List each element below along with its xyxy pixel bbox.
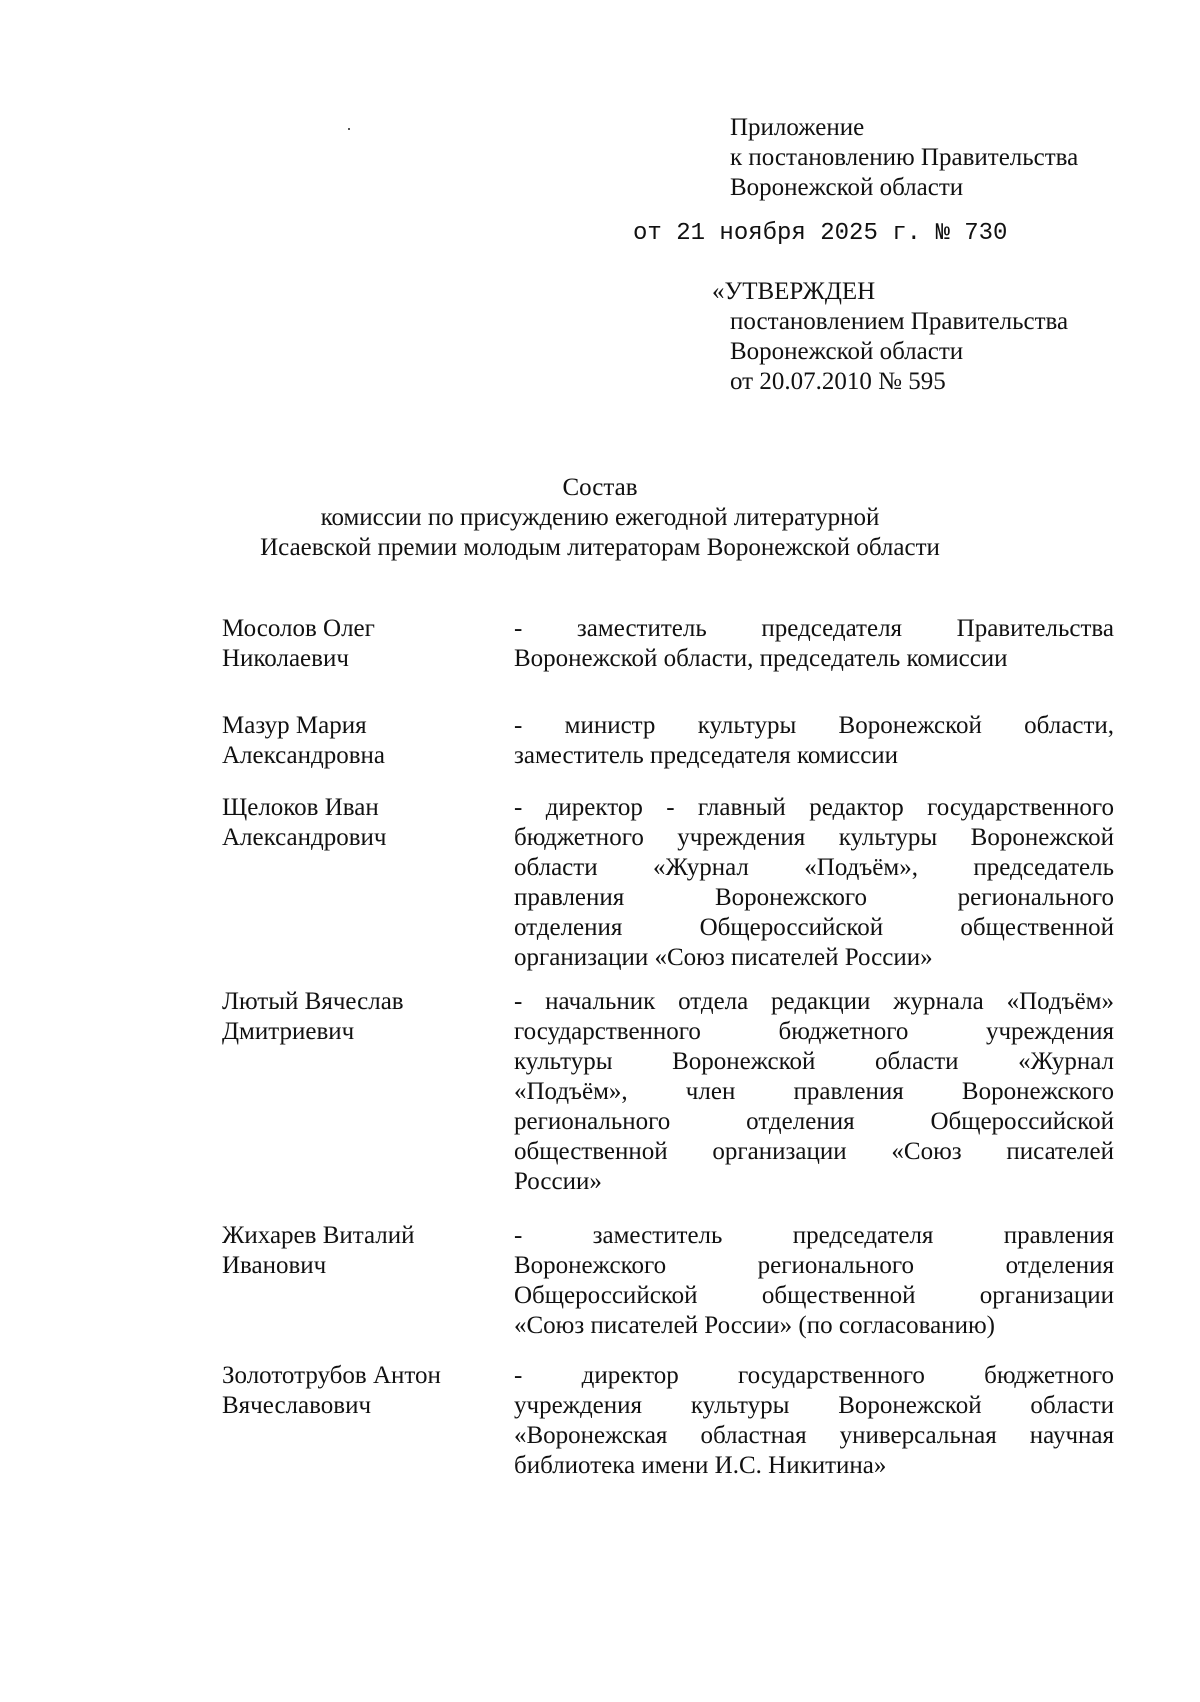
appendix-line: к постановлению Правительства <box>730 144 1079 171</box>
member-name-line: Лютый Вячеслав <box>222 988 404 1015</box>
member-role-line: государственного бюджетного учреждения <box>514 1018 1114 1045</box>
member-name-line: Александрович <box>222 824 387 851</box>
scan-speck <box>348 128 350 130</box>
member-name <box>222 793 514 853</box>
member-role-line: культуры Воронежской области «Журнал <box>514 1048 1114 1075</box>
member-row <box>222 711 1122 771</box>
member-row <box>222 1361 1122 1481</box>
member-role-line: Воронежского регионального отделения <box>514 1252 1114 1279</box>
appendix-header <box>730 113 1170 203</box>
member-name-line: Дмитриевич <box>222 1018 355 1045</box>
approved-line: Воронежской области <box>730 338 964 365</box>
approved-line: от 20.07.2010 № 595 <box>730 368 946 395</box>
member-name-line: Жихарев Виталий <box>222 1222 415 1249</box>
member-role-line: России» <box>514 1168 602 1195</box>
member-name-line: Вячеславович <box>222 1392 372 1419</box>
member-role-line: - директор - главный редактор государственного <box>514 794 1114 821</box>
member-role <box>514 1361 1114 1481</box>
decree-date-number: от 21 ноября 2025 г. № 730 <box>633 220 1008 247</box>
member-role <box>514 1221 1114 1341</box>
document-title <box>200 473 1000 563</box>
member-role-line: Общероссийской общественной организации <box>514 1282 1114 1309</box>
member-role <box>514 614 1114 674</box>
member-role-line: общественной организации «Союз писателей <box>514 1138 1114 1165</box>
member-name <box>222 1361 514 1421</box>
member-role-line: - заместитель председателя Правительства <box>514 615 1114 642</box>
member-role-line: учреждения культуры Воронежской области <box>514 1392 1114 1419</box>
member-role-line: отделения Общероссийской общественной <box>514 914 1114 941</box>
member-name <box>222 1221 514 1281</box>
member-row <box>222 987 1122 1197</box>
member-name-line: Щелоков Иван <box>222 794 379 821</box>
approved-line: постановлением Правительства <box>730 308 1069 335</box>
member-name <box>222 614 514 674</box>
member-name <box>222 711 514 771</box>
title-line: комиссии по присуждению ежегодной литературной <box>320 504 880 531</box>
member-name-line: Николаевич <box>222 645 349 672</box>
member-name-line: Золототрубов Антон <box>222 1362 441 1389</box>
member-role-line: библиотека имени И.С. Никитина» <box>514 1452 887 1479</box>
member-role-line: бюджетного учреждения культуры Воронежской <box>514 824 1114 851</box>
member-name <box>222 987 514 1047</box>
member-role-line: - начальник отдела редакции журнала «Подъём» <box>514 988 1114 1015</box>
member-name-line: Иванович <box>222 1252 327 1279</box>
member-role-line: Воронежской области, председатель комиссии <box>514 645 1008 672</box>
member-row <box>222 614 1122 674</box>
member-role-line: «Воронежская областная универсальная научная <box>514 1422 1114 1449</box>
member-row <box>222 1221 1122 1341</box>
member-role <box>514 987 1114 1197</box>
title-line: Исаевской премии молодым литераторам Воронежской области <box>260 534 940 561</box>
member-name-line: Александровна <box>222 742 386 769</box>
member-role-line: области «Журнал «Подъём», председатель <box>514 854 1114 881</box>
appendix-line: Воронежской области <box>730 174 964 201</box>
member-role-line: - директор государственного бюджетного <box>514 1362 1114 1389</box>
member-role-line: «Союз писателей России» (по согласованию) <box>514 1312 995 1339</box>
member-role <box>514 711 1114 771</box>
commission-members <box>222 614 1122 1481</box>
approved-line: «УТВЕРЖДЕН <box>712 278 876 305</box>
member-name-line: Мазур Мария <box>222 712 367 739</box>
member-name-line: Мосолов Олег <box>222 615 375 642</box>
member-row <box>222 793 1122 973</box>
appendix-line: Приложение <box>730 114 865 141</box>
member-role-line: «Подъём», член правления Воронежского <box>514 1078 1114 1105</box>
member-role-line: - заместитель председателя правления <box>514 1222 1114 1249</box>
member-role-line: - министр культуры Воронежской области, <box>514 712 1114 739</box>
title-line: Состав <box>562 474 638 501</box>
approved-stamp <box>712 277 1162 397</box>
member-role-line: регионального отделения Общероссийской <box>514 1108 1114 1135</box>
member-role <box>514 793 1114 973</box>
member-role-line: правления Воронежского регионального <box>514 884 1114 911</box>
member-role-line: заместитель председателя комиссии <box>514 742 899 769</box>
member-role-line: организации «Союз писателей России» <box>514 944 933 971</box>
